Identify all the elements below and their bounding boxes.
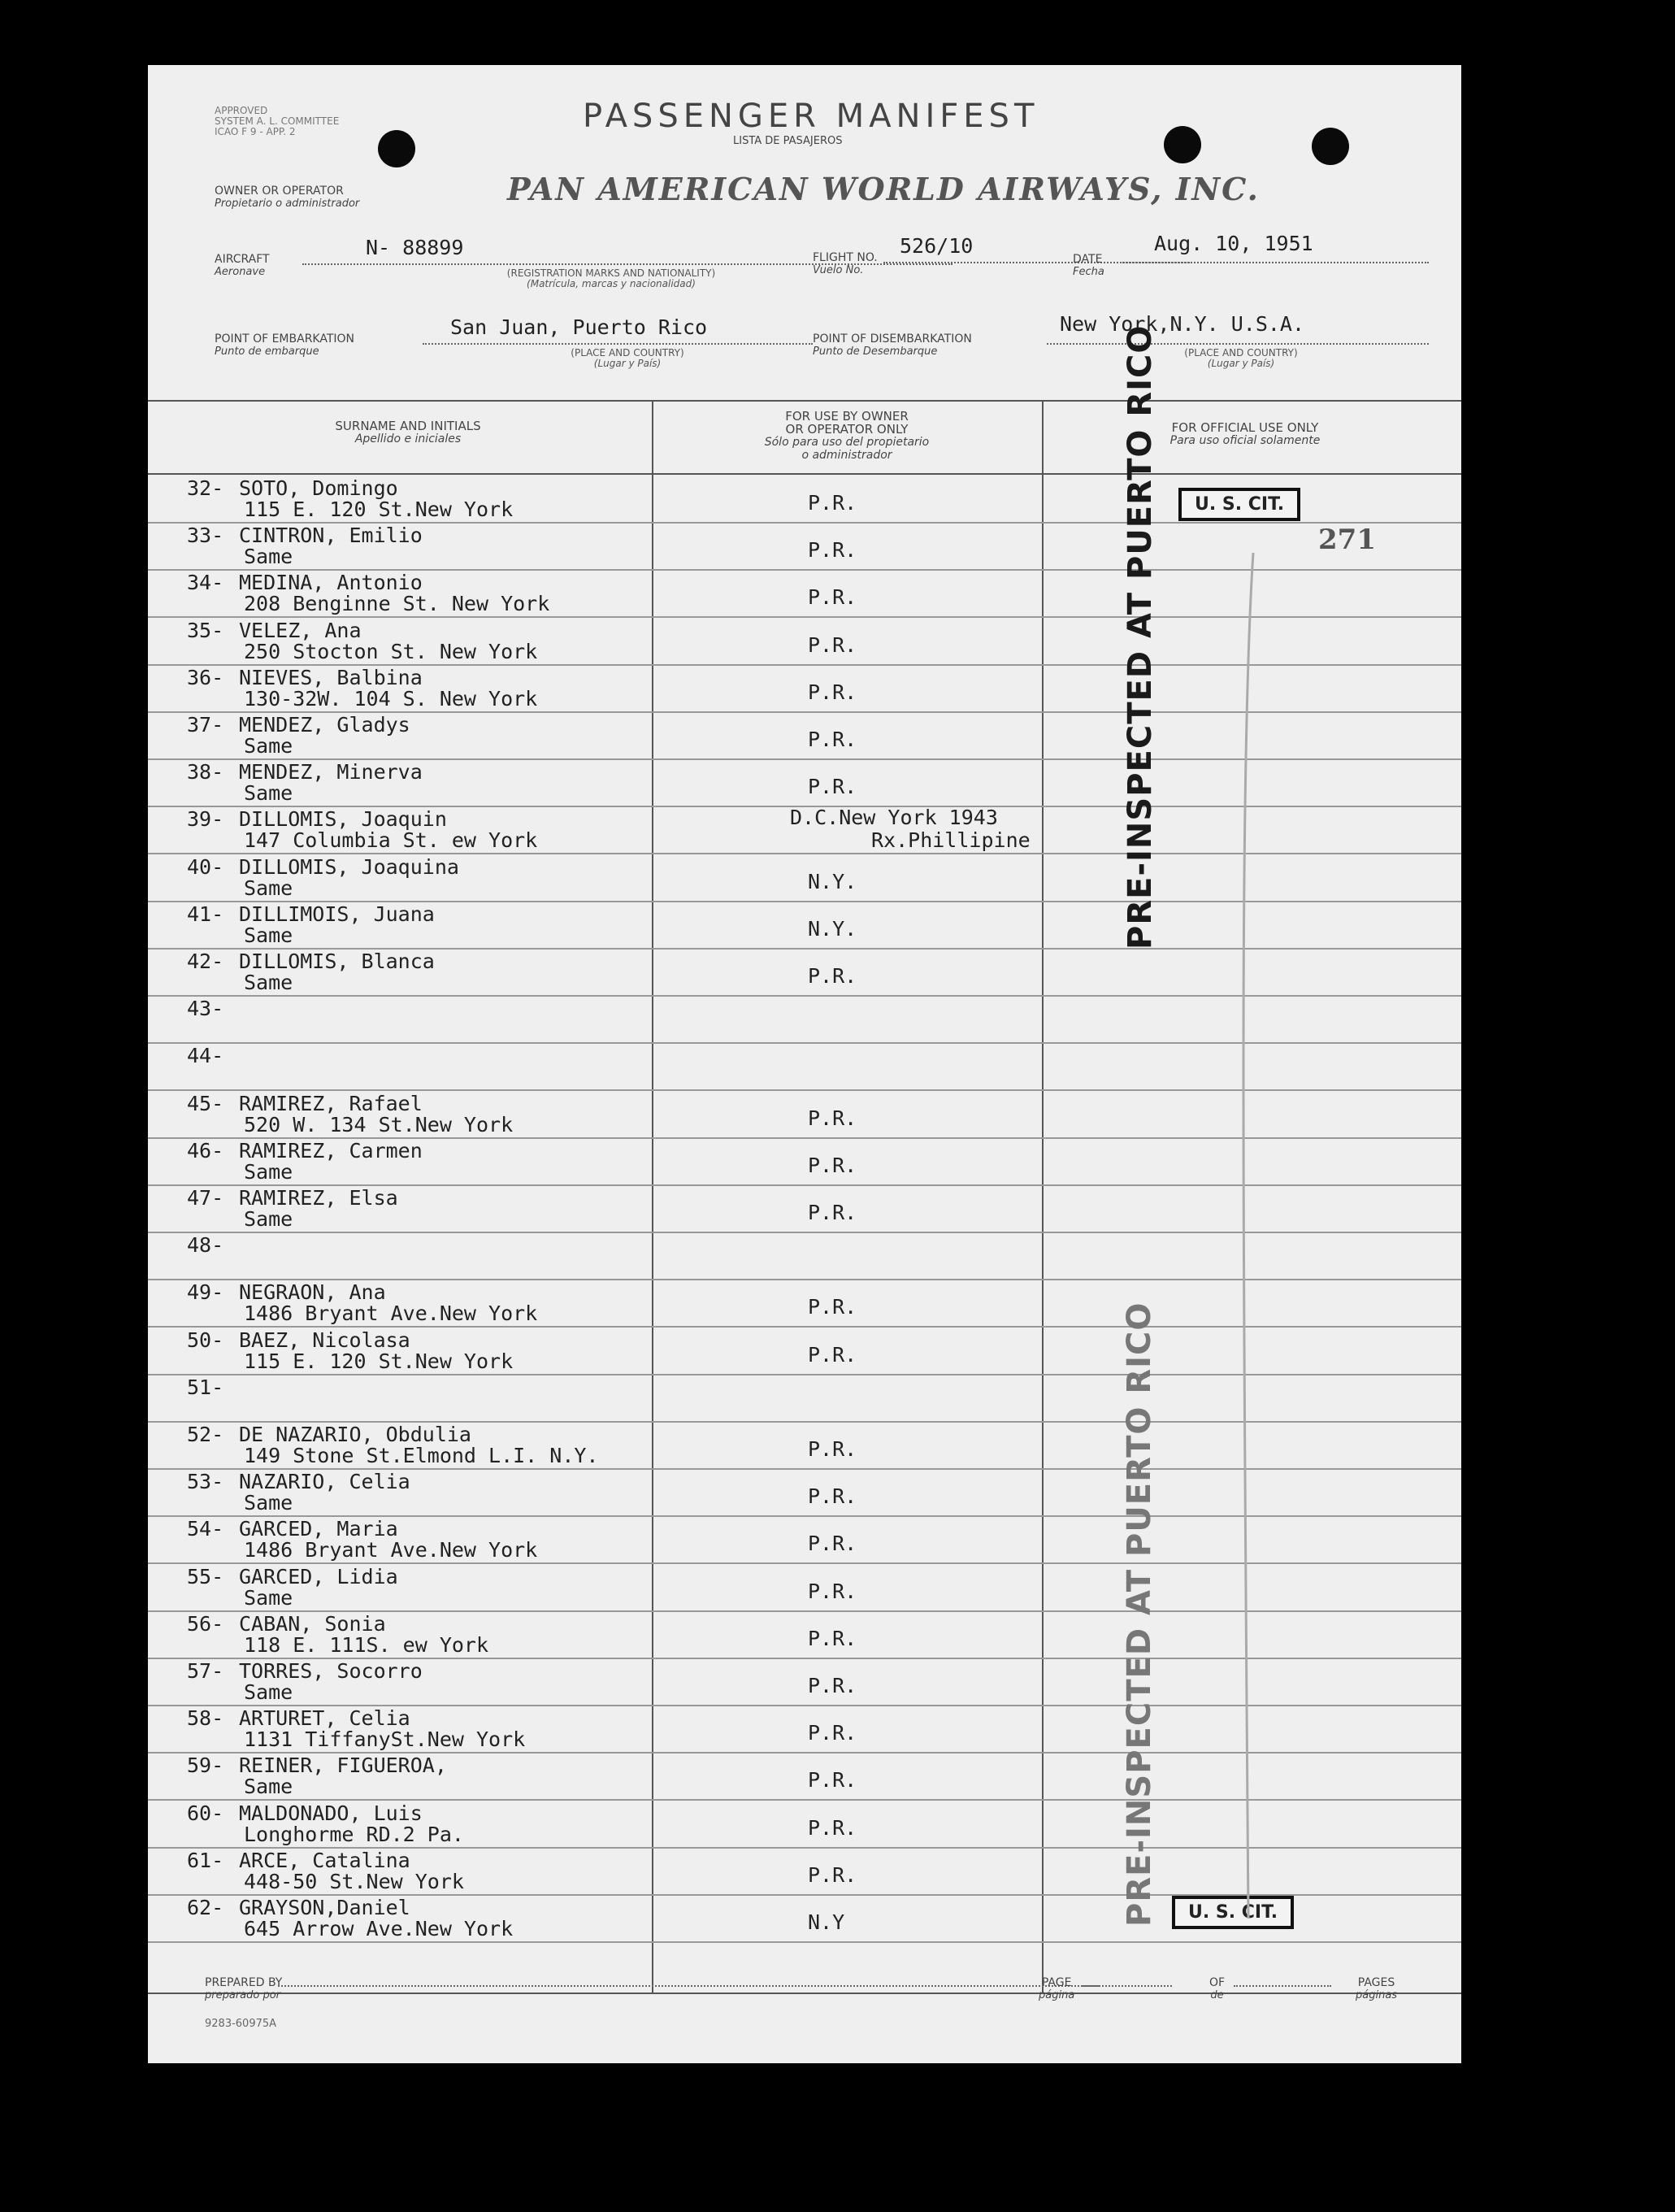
approval-block bbox=[215, 106, 339, 137]
passenger-name: BAEZ, Nicolasa bbox=[239, 1328, 410, 1352]
passenger-number: 48- bbox=[187, 1233, 224, 1258]
passenger-name: DE NAZARIO, Obdulia bbox=[239, 1423, 471, 1446]
punch-hole bbox=[1164, 126, 1201, 163]
disembarkation-note-en: (PLACE AND COUNTRY) bbox=[1184, 347, 1298, 359]
page-line bbox=[1083, 1985, 1172, 1987]
column-header-surname-es: Apellido e iniciales bbox=[354, 432, 462, 445]
passenger-address: 118 E. 111S. ew York bbox=[244, 1632, 489, 1657]
column-header-owner-use-en: OR OPERATOR ONLY bbox=[785, 422, 909, 437]
passenger-address: 115 E. 120 St.New York bbox=[244, 1349, 514, 1373]
passenger-number: 33- bbox=[187, 524, 224, 548]
passenger-name: NEGRAON, Ana bbox=[239, 1280, 386, 1305]
passenger-number: 38- bbox=[187, 760, 224, 784]
passenger-number: 34- bbox=[187, 571, 224, 595]
passenger-address: Same bbox=[244, 734, 293, 758]
page-label-en: PAGE bbox=[1041, 1976, 1072, 1989]
aircraft-label-en: AIRCRAFT bbox=[215, 253, 270, 266]
passenger-code-extra: Rx.Phillipine bbox=[871, 828, 1031, 853]
passenger-address: Same bbox=[244, 1680, 293, 1704]
approval-line: APPROVED bbox=[215, 105, 268, 116]
disembarkation-note-es: (Lugar y País) bbox=[1207, 358, 1275, 369]
passenger-address: 1486 Bryant Ave.New York bbox=[244, 1538, 538, 1562]
column-header-surname-en: SURNAME AND INITIALS bbox=[335, 419, 481, 433]
date-label-es: Fecha bbox=[1073, 266, 1104, 278]
passenger-address: Same bbox=[244, 1491, 293, 1515]
passenger-number: 41- bbox=[187, 902, 224, 926]
passenger-code: N.Y bbox=[808, 1910, 845, 1934]
passenger-address: 147 Columbia St. ew York bbox=[244, 828, 538, 853]
passenger-address: 520 W. 134 St.New York bbox=[244, 1112, 514, 1136]
passenger-code: P.R. bbox=[808, 1342, 857, 1367]
passenger-number: 59- bbox=[187, 1754, 224, 1778]
form-number: 9283-60975A bbox=[205, 2018, 277, 2030]
embarkation-label bbox=[215, 333, 354, 358]
passenger-address: 1131 TiffanySt.New York bbox=[244, 1727, 526, 1752]
passenger-name: GARCED, Lidia bbox=[239, 1564, 398, 1588]
passenger-code: P.R. bbox=[808, 728, 857, 751]
handwritten-number: 271 bbox=[1318, 524, 1376, 556]
passenger-name: RAMIREZ, Rafael bbox=[239, 1091, 423, 1115]
table-top-rule bbox=[148, 400, 1461, 402]
passenger-name: CINTRON, Emilio bbox=[239, 524, 423, 548]
passenger-code: P.R. bbox=[808, 1815, 857, 1840]
passenger-address: 130-32W. 104 S. New York bbox=[244, 686, 538, 711]
date-line bbox=[1120, 262, 1429, 263]
passenger-name: RAMIREZ, Elsa bbox=[239, 1186, 398, 1210]
date-value: Aug. 10, 1951 bbox=[1154, 232, 1313, 255]
passenger-code: D.C.New York 1943 bbox=[790, 806, 998, 830]
passenger-number: 51- bbox=[187, 1375, 224, 1399]
passenger-number: 46- bbox=[187, 1138, 224, 1162]
column-header-owner-use-es: Sólo para uso del propietario bbox=[764, 436, 930, 449]
passenger-name: MEDINA, Antonio bbox=[239, 571, 423, 595]
of-label-es: de bbox=[1210, 1989, 1224, 2001]
passenger-name: SOTO, Domingo bbox=[239, 476, 398, 500]
approval-line: ICAO F 9 - APP. 2 bbox=[215, 126, 296, 137]
passenger-address: Same bbox=[244, 1207, 293, 1231]
passenger-code: P.R. bbox=[808, 1153, 857, 1177]
disembarkation-label bbox=[813, 333, 972, 358]
company-name: PAN AMERICAN WORLD AIRWAYS, INC. bbox=[507, 171, 1260, 207]
passenger-address: 448-50 St.New York bbox=[244, 1869, 464, 1893]
approval-line: SYSTEM A. L. COMMITTEE bbox=[215, 115, 340, 127]
column-header-official-en: FOR OFFICIAL USE ONLY bbox=[1171, 420, 1319, 435]
passenger-code: P.R. bbox=[808, 1201, 857, 1224]
prepared-by-line bbox=[278, 1985, 1099, 1987]
passenger-address: Same bbox=[244, 1775, 293, 1799]
passenger-name: MALDONADO, Luis bbox=[239, 1801, 423, 1825]
page-label-es: página bbox=[1039, 1989, 1075, 2001]
passenger-address: 115 E. 120 St.New York bbox=[244, 498, 514, 521]
passenger-number: 61- bbox=[187, 1848, 224, 1872]
passenger-name: RAMIREZ, Carmen bbox=[239, 1138, 423, 1162]
passenger-name: TORRES, Socorro bbox=[239, 1659, 423, 1683]
passenger-number: 49- bbox=[187, 1280, 224, 1305]
passenger-code: P.R. bbox=[808, 538, 857, 563]
passenger-code: P.R. bbox=[808, 1674, 857, 1697]
of-label-en: OF bbox=[1209, 1976, 1226, 1989]
pencil-mark bbox=[1221, 537, 1286, 1935]
column-header-official-es: Para uso oficial solamente bbox=[1169, 434, 1321, 447]
passenger-name: ARTURET, Celia bbox=[239, 1706, 410, 1731]
passenger-number: 55- bbox=[187, 1564, 224, 1588]
us-citizen-stamp: U. S. CIT. bbox=[1172, 1896, 1294, 1929]
disembarkation-label-es: Punto de Desembarque bbox=[813, 345, 938, 358]
prepared-by-es: preparado por bbox=[205, 1989, 281, 2001]
of-label bbox=[1209, 1977, 1225, 2001]
passenger-address: Same bbox=[244, 1159, 293, 1184]
passenger-name: MENDEZ, Minerva bbox=[239, 760, 423, 784]
passenger-number: 58- bbox=[187, 1706, 224, 1731]
owner-label-en: OWNER OR OPERATOR bbox=[215, 185, 344, 198]
column-header-surname bbox=[245, 419, 571, 445]
passenger-code: P.R. bbox=[808, 585, 857, 610]
passenger-code: P.R. bbox=[808, 1721, 857, 1745]
flight-value: 526/10 bbox=[900, 234, 974, 258]
passenger-name: DILLIMOIS, Juana bbox=[239, 902, 435, 926]
embarkation-label-en: POINT OF EMBARKATION bbox=[215, 332, 355, 345]
passenger-name: GRAYSON,Daniel bbox=[239, 1896, 410, 1919]
table-header-rule bbox=[148, 473, 1461, 475]
passenger-number: 53- bbox=[187, 1470, 224, 1494]
embarkation-note-es: (Lugar y País) bbox=[593, 358, 662, 369]
passenger-code: N.Y. bbox=[808, 916, 857, 941]
flight-label bbox=[813, 252, 878, 276]
passenger-number: 54- bbox=[187, 1517, 224, 1541]
passenger-address: 250 Stocton St. New York bbox=[244, 639, 538, 663]
passenger-number: 57- bbox=[187, 1659, 224, 1683]
flight-label-en: FLIGHT NO. bbox=[813, 251, 878, 264]
passenger-code: P.R. bbox=[808, 1768, 857, 1793]
owner-label-es: Propietario o administrador bbox=[215, 198, 360, 210]
passenger-code: P.R. bbox=[808, 1862, 857, 1887]
passenger-code: P.R. bbox=[808, 1532, 857, 1556]
aircraft-label bbox=[215, 254, 270, 278]
punch-hole bbox=[1312, 128, 1349, 165]
passenger-number: 40- bbox=[187, 854, 224, 879]
pages-label-en: PAGES bbox=[1357, 1976, 1395, 1989]
passenger-address: Same bbox=[244, 971, 293, 994]
passenger-address: 645 Arrow Ave.New York bbox=[244, 1917, 514, 1940]
passenger-number: 50- bbox=[187, 1328, 224, 1352]
passenger-code: P.R. bbox=[808, 491, 857, 515]
column-header-owner-use-en: FOR USE BY OWNER bbox=[785, 409, 909, 424]
passenger-number: 42- bbox=[187, 950, 224, 973]
passenger-number: 36- bbox=[187, 665, 224, 689]
passenger-address: Same bbox=[244, 876, 293, 900]
column-header-owner-use-es: o administrador bbox=[801, 449, 892, 462]
disembarkation-note bbox=[1139, 348, 1343, 369]
prepared-by-en: PREPARED BY bbox=[205, 1976, 283, 1989]
passenger-code: P.R. bbox=[808, 1106, 857, 1130]
passenger-name: CABAN, Sonia bbox=[239, 1611, 386, 1636]
disembarkation-value: New York,N.Y. U.S.A. bbox=[1060, 312, 1305, 336]
passenger-code: P.R. bbox=[808, 964, 857, 988]
passenger-address: Same bbox=[244, 1585, 293, 1610]
pages-label bbox=[1356, 1977, 1397, 2001]
date-label-en: DATE bbox=[1073, 253, 1103, 266]
of-line bbox=[1234, 1985, 1331, 1987]
passenger-number: 62- bbox=[187, 1896, 224, 1919]
embarkation-value: San Juan, Puerto Rico bbox=[450, 315, 708, 339]
passenger-name: DILLOMIS, Blanca bbox=[239, 950, 435, 973]
passenger-number: 32- bbox=[187, 476, 224, 500]
passenger-name: MENDEZ, Gladys bbox=[239, 713, 410, 737]
disembarkation-line bbox=[1047, 343, 1429, 345]
passenger-number: 52- bbox=[187, 1423, 224, 1446]
passenger-code: P.R. bbox=[808, 1484, 857, 1509]
passenger-address: 208 Benginne St. New York bbox=[244, 592, 550, 616]
aircraft-note-es: (Matrícula, marcas y nacionalidad) bbox=[527, 278, 696, 289]
passenger-number: 60- bbox=[187, 1801, 224, 1825]
us-citizen-stamp: U. S. CIT. bbox=[1178, 488, 1300, 521]
table-bottom-rule bbox=[148, 1993, 1461, 1994]
embarkation-line bbox=[423, 343, 813, 345]
embarkation-label-es: Punto de embarque bbox=[215, 345, 319, 358]
pages-label-es: páginas bbox=[1356, 1989, 1398, 2001]
passenger-code: P.R. bbox=[808, 680, 857, 704]
passenger-code: N.Y. bbox=[808, 869, 857, 893]
passenger-number: 37- bbox=[187, 713, 224, 737]
aircraft-note-en: (REGISTRATION MARKS AND NATIONALITY) bbox=[506, 267, 716, 279]
passenger-name: NIEVES, Balbina bbox=[239, 665, 423, 689]
flight-label-es: Vuelo No. bbox=[813, 264, 864, 276]
passenger-code: P.R. bbox=[808, 1626, 857, 1650]
page-label bbox=[1039, 1977, 1074, 2001]
passenger-code: P.R. bbox=[808, 1437, 857, 1461]
prepared-by-label bbox=[205, 1977, 282, 2001]
passenger-name: VELEZ, Ana bbox=[239, 618, 362, 642]
column-header-owner-use bbox=[684, 410, 1009, 462]
page-title: PASSENGER MANIFEST bbox=[583, 98, 1039, 135]
passenger-address: Longhorme RD.2 Pa. bbox=[244, 1822, 464, 1846]
embarkation-note bbox=[506, 348, 749, 369]
passenger-code: P.R. bbox=[808, 1579, 857, 1603]
passenger-code: P.R. bbox=[808, 632, 857, 657]
passenger-address: Same bbox=[244, 781, 293, 806]
date-label bbox=[1073, 254, 1104, 278]
passenger-number: 44- bbox=[187, 1044, 224, 1068]
embarkation-note-en: (PLACE AND COUNTRY) bbox=[571, 347, 684, 359]
passenger-name: GARCED, Maria bbox=[239, 1517, 398, 1541]
passenger-number: 47- bbox=[187, 1186, 224, 1210]
passenger-name: DILLOMIS, Joaquin bbox=[239, 807, 447, 832]
preinspected-stamp: PRE-INSPECTED AT PUERTO RICO bbox=[1122, 324, 1159, 950]
passenger-address: Same bbox=[244, 923, 293, 947]
passenger-address: 1486 Bryant Ave.New York bbox=[244, 1302, 538, 1326]
passenger-code: P.R. bbox=[808, 1295, 857, 1319]
aircraft-note bbox=[392, 268, 831, 289]
passenger-name: REINER, FIGUEROA, bbox=[239, 1754, 447, 1778]
passenger-name: NAZARIO, Celia bbox=[239, 1470, 410, 1494]
passenger-name: ARCE, Catalina bbox=[239, 1848, 410, 1872]
aircraft-value: N- 88899 bbox=[366, 236, 464, 259]
preinspected-stamp: PRE-INSPECTED AT PUERTO RICO bbox=[1121, 1302, 1158, 1927]
aircraft-label-es: Aeronave bbox=[215, 266, 266, 278]
manifest-sheet bbox=[148, 65, 1461, 2063]
passenger-number: 35- bbox=[187, 618, 224, 642]
passenger-number: 56- bbox=[187, 1611, 224, 1636]
owner-label bbox=[215, 185, 359, 210]
passenger-address: 149 Stone St.Elmond L.I. N.Y. bbox=[244, 1444, 599, 1467]
passenger-number: 39- bbox=[187, 807, 224, 832]
passenger-number: 45- bbox=[187, 1091, 224, 1115]
passenger-code: P.R. bbox=[808, 775, 857, 799]
disembarkation-label-en: POINT OF DISEMBARKATION bbox=[813, 332, 972, 345]
page-subtitle: LISTA DE PASAJEROS bbox=[733, 135, 843, 147]
passenger-number: 43- bbox=[187, 997, 224, 1021]
passenger-address: Same bbox=[244, 545, 293, 569]
punch-hole bbox=[378, 130, 415, 167]
passenger-name: DILLOMIS, Joaquina bbox=[239, 854, 459, 879]
row-rule bbox=[148, 1941, 1461, 1943]
